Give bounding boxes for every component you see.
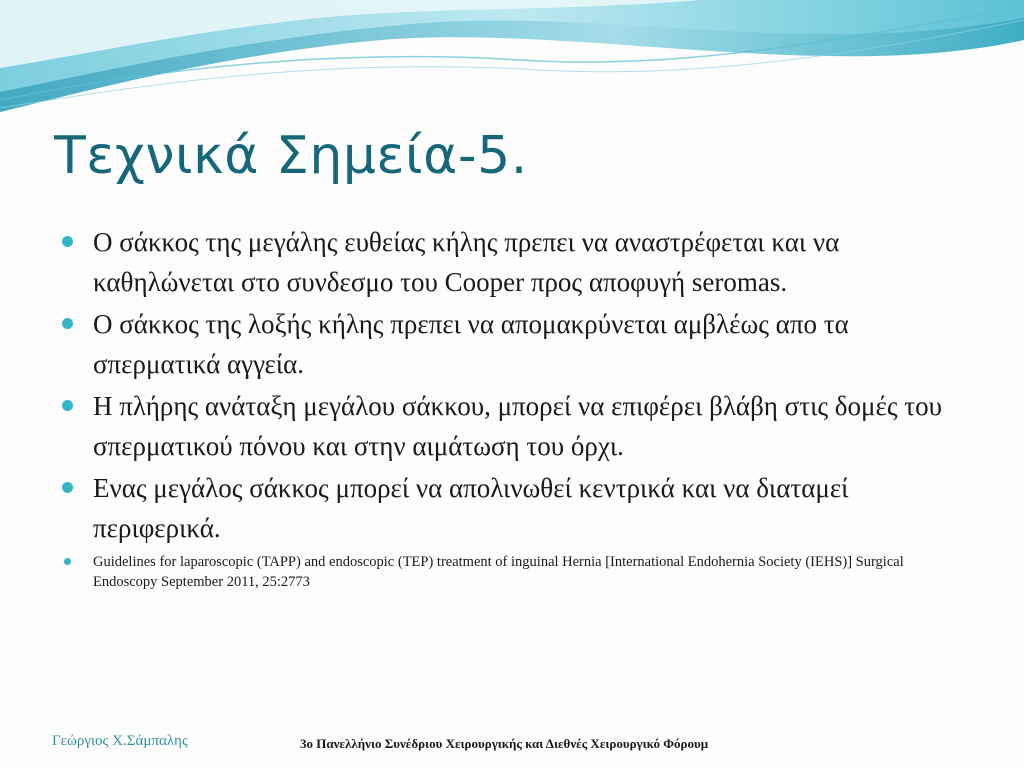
bullet-dot-icon [62, 400, 73, 411]
bullet-dot-icon [62, 236, 73, 247]
slide-title: Τεχνικά Σημεία-5. [54, 126, 528, 186]
footer-conference: 3ο Πανελλήνιο Συνέδριου Χειρουργικής και Διεθνές Χειρουργικό Φόρουμ [300, 736, 709, 751]
header-wave-decoration [0, 0, 1024, 120]
footer-author: Γεώργιος Χ.Σάμπαλης [52, 733, 188, 749]
bullet-text: Η πλήρης ανάταξη μεγάλου σάκκου, μπορεί να επιφέρει βλάβη στις δομές του σπερματικού πόνου και στην αιμάτωση του όρχι. [93, 391, 942, 461]
bullet-dot-icon [62, 482, 73, 493]
bullet-item [60, 304, 960, 384]
bullet-text: Ενας μεγάλος σάκκος μπορεί να απολινωθεί κεντρικά και να διαταμεί περιφερικά. [93, 473, 849, 543]
bullet-item [60, 468, 960, 548]
bullet-dot-icon [64, 558, 71, 565]
bullet-text: Ο σάκκος της λοξής κήλης πρεπει να απομακρύνεται αμβλέως απο τα σπερματικά αγγεία. [93, 309, 849, 379]
bullet-list [60, 222, 960, 594]
reference-item [60, 552, 960, 592]
bullet-item [60, 222, 960, 302]
bullet-item [60, 386, 960, 466]
bullet-dot-icon [62, 318, 73, 329]
reference-text: Guidelines for laparoscopic (TAPP) and endoscopic (TEP) treatment of inguinal Hernia [International Endohernia Society (IEHS)] Surgical Endoscopy September 2011, 25:2773 [93, 554, 904, 590]
bullet-text: Ο σάκκος της μεγάλης ευθείας κήλης πρεπει να αναστρέφεται και να καθηλώνεται στο συνδεσμο του Cooper προς αποφυγή seromas. [93, 227, 840, 297]
